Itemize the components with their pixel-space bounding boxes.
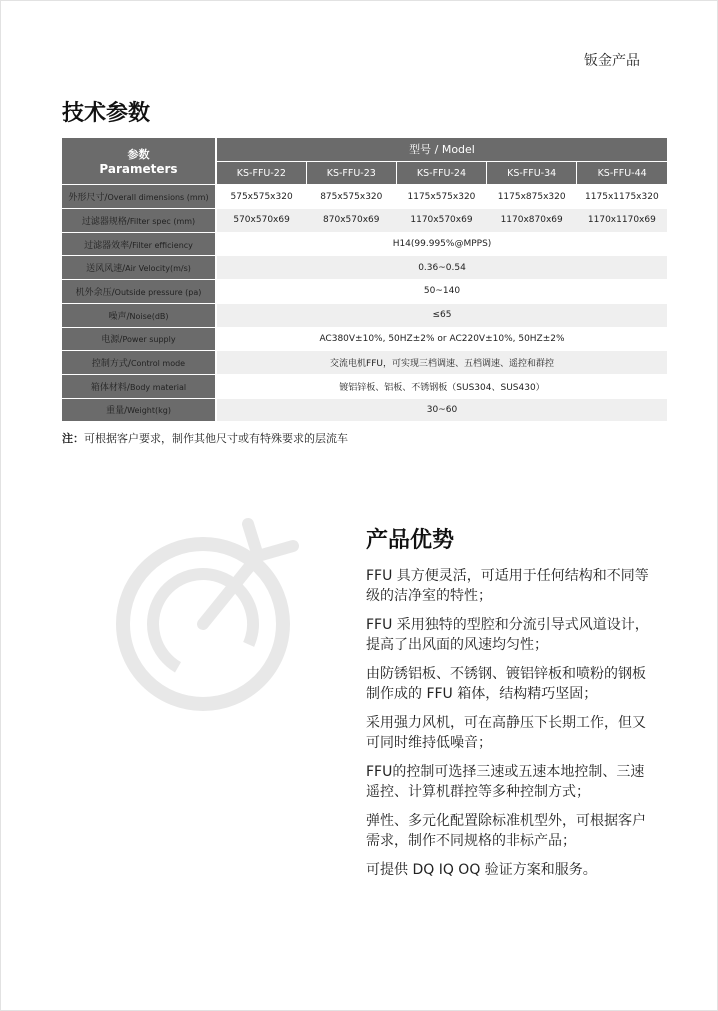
- param-header-cn: 参数: [127, 148, 150, 162]
- table-row: [62, 209, 667, 233]
- table-row: [62, 280, 667, 304]
- row-label-cn: 送风风速/: [86, 264, 126, 275]
- row-label: [62, 232, 216, 256]
- row-label-en: Body material: [129, 382, 187, 392]
- advantage-item: 由防锈铝板、不锈钢、镀铝锌板和喷粉的钢板制作成的 FFU 箱体，结构精巧坚固；: [366, 666, 646, 702]
- table-row: [62, 398, 667, 422]
- row-label: [62, 280, 216, 304]
- table-cell: 0.36~0.54: [216, 256, 667, 280]
- row-label-cn: 重量/: [106, 406, 128, 417]
- table-row: [62, 303, 667, 327]
- table-cell: 50~140: [216, 280, 667, 304]
- row-label-en: Overall dimensions (mm): [107, 193, 209, 203]
- advantage-item: 采用强力风机，可在高静压下长期工作，但又可同时维持低噪音；: [366, 715, 646, 751]
- row-label-cn: 噪声/: [108, 311, 130, 322]
- advantage-item: FFU 采用独特的型腔和分流引导式风道设计，提高了出风面的风速均匀性；: [366, 617, 649, 653]
- row-label-en: Filter efficiency: [132, 240, 193, 250]
- row-label-en: Filter spec (mm): [129, 216, 196, 226]
- table-cell: 镀铝锌板、铝板、不锈钢板（SUS304、SUS430）: [216, 374, 667, 398]
- model-col-2: KS-FFU-23: [306, 161, 396, 185]
- table-cell: AC380V±10%, 50HZ±2% or AC220V±10%, 50HZ±2%: [216, 327, 667, 351]
- table-cell: 575x575x320: [216, 185, 306, 209]
- row-label: [62, 303, 216, 327]
- page-title: 技术参数: [62, 101, 151, 126]
- advantage-item: 可提供 DQ IQ OQ 验证方案和服务。: [366, 862, 597, 878]
- advantage-item: FFU的控制可选择三速或五速本地控制、三速遥控、计算机群控等多种控制方式；: [366, 764, 645, 800]
- model-header: 型号 / Model: [216, 138, 667, 161]
- table-cell: 交流电机FFU，可实现三档调速、五档调速、遥控和群控: [216, 351, 667, 375]
- advantage-item: FFU 具方便灵活，可适用于任何结构和不同等级的洁净室的特性；: [366, 568, 649, 604]
- row-label-en: Air Velocity(m/s): [125, 264, 191, 274]
- advantage-item: 弹性、多元化配置除标准机型外，可根据客户需求，制作不同规格的非标产品；: [366, 813, 646, 849]
- table-cell: 1170x570x69: [396, 209, 486, 233]
- table-cell: 875x575x320: [306, 185, 396, 209]
- model-col-1: KS-FFU-22: [216, 161, 306, 185]
- row-label-en: Power supply: [122, 335, 176, 345]
- model-col-4: KS-FFU-34: [487, 161, 577, 185]
- table-cell: 1175x575x320: [396, 185, 486, 209]
- section-label: 钣金产品: [584, 53, 640, 69]
- watermark-logo-icon: [108, 516, 308, 716]
- row-label-en: Noise(dB): [129, 311, 169, 321]
- row-label: [62, 185, 216, 209]
- table-row: [62, 351, 667, 375]
- row-label-en: Control mode: [130, 359, 186, 369]
- table-row: [62, 185, 667, 209]
- table-row: [62, 327, 667, 351]
- row-label-cn: 过滤器规格/: [81, 216, 130, 227]
- row-label-cn: 箱体材料/: [90, 382, 130, 393]
- table-row: [62, 232, 667, 256]
- row-label-cn: 机外余压/: [75, 287, 115, 298]
- row-label: [62, 351, 216, 375]
- footnote-prefix: 注：: [62, 432, 84, 445]
- row-label-cn: 电源/: [101, 335, 123, 346]
- advantages-list: [366, 566, 656, 889]
- table-cell: 570x570x69: [216, 209, 306, 233]
- row-label-cn: 控制方式/: [91, 359, 131, 370]
- row-label: [62, 327, 216, 351]
- model-col-3: KS-FFU-24: [396, 161, 486, 185]
- table-cell: 30~60: [216, 398, 667, 422]
- table-cell: 1175x1175x320: [577, 185, 667, 209]
- table-cell: 1175x875x320: [487, 185, 577, 209]
- table-row: [62, 256, 667, 280]
- spec-table: [62, 138, 667, 422]
- row-label-cn: 外形尺寸/: [68, 193, 108, 204]
- row-label: [62, 209, 216, 233]
- param-header-en: Parameters: [99, 162, 178, 177]
- param-header: [62, 138, 216, 185]
- footnote: [62, 430, 348, 446]
- table-cell: ≤65: [216, 303, 667, 327]
- row-label: [62, 256, 216, 280]
- advantages-title: 产品优势: [366, 528, 455, 553]
- table-cell: 870x570x69: [306, 209, 396, 233]
- row-label: [62, 374, 216, 398]
- row-label-en: Weight(kg): [127, 406, 171, 416]
- table-cell: 1170x1170x69: [577, 209, 667, 233]
- footnote-text: 可根据客户要求，制作其他尺寸或有特殊要求的层流车: [84, 432, 348, 445]
- table-cell: 1170x870x69: [487, 209, 577, 233]
- table-row: [62, 374, 667, 398]
- table-cell: H14(99.995%@MPPS): [216, 232, 667, 256]
- row-label: [62, 398, 216, 422]
- row-label-en: Outside pressure (pa): [114, 287, 202, 297]
- model-col-5: KS-FFU-44: [577, 161, 667, 185]
- row-label-cn: 过滤器效率/: [84, 240, 133, 251]
